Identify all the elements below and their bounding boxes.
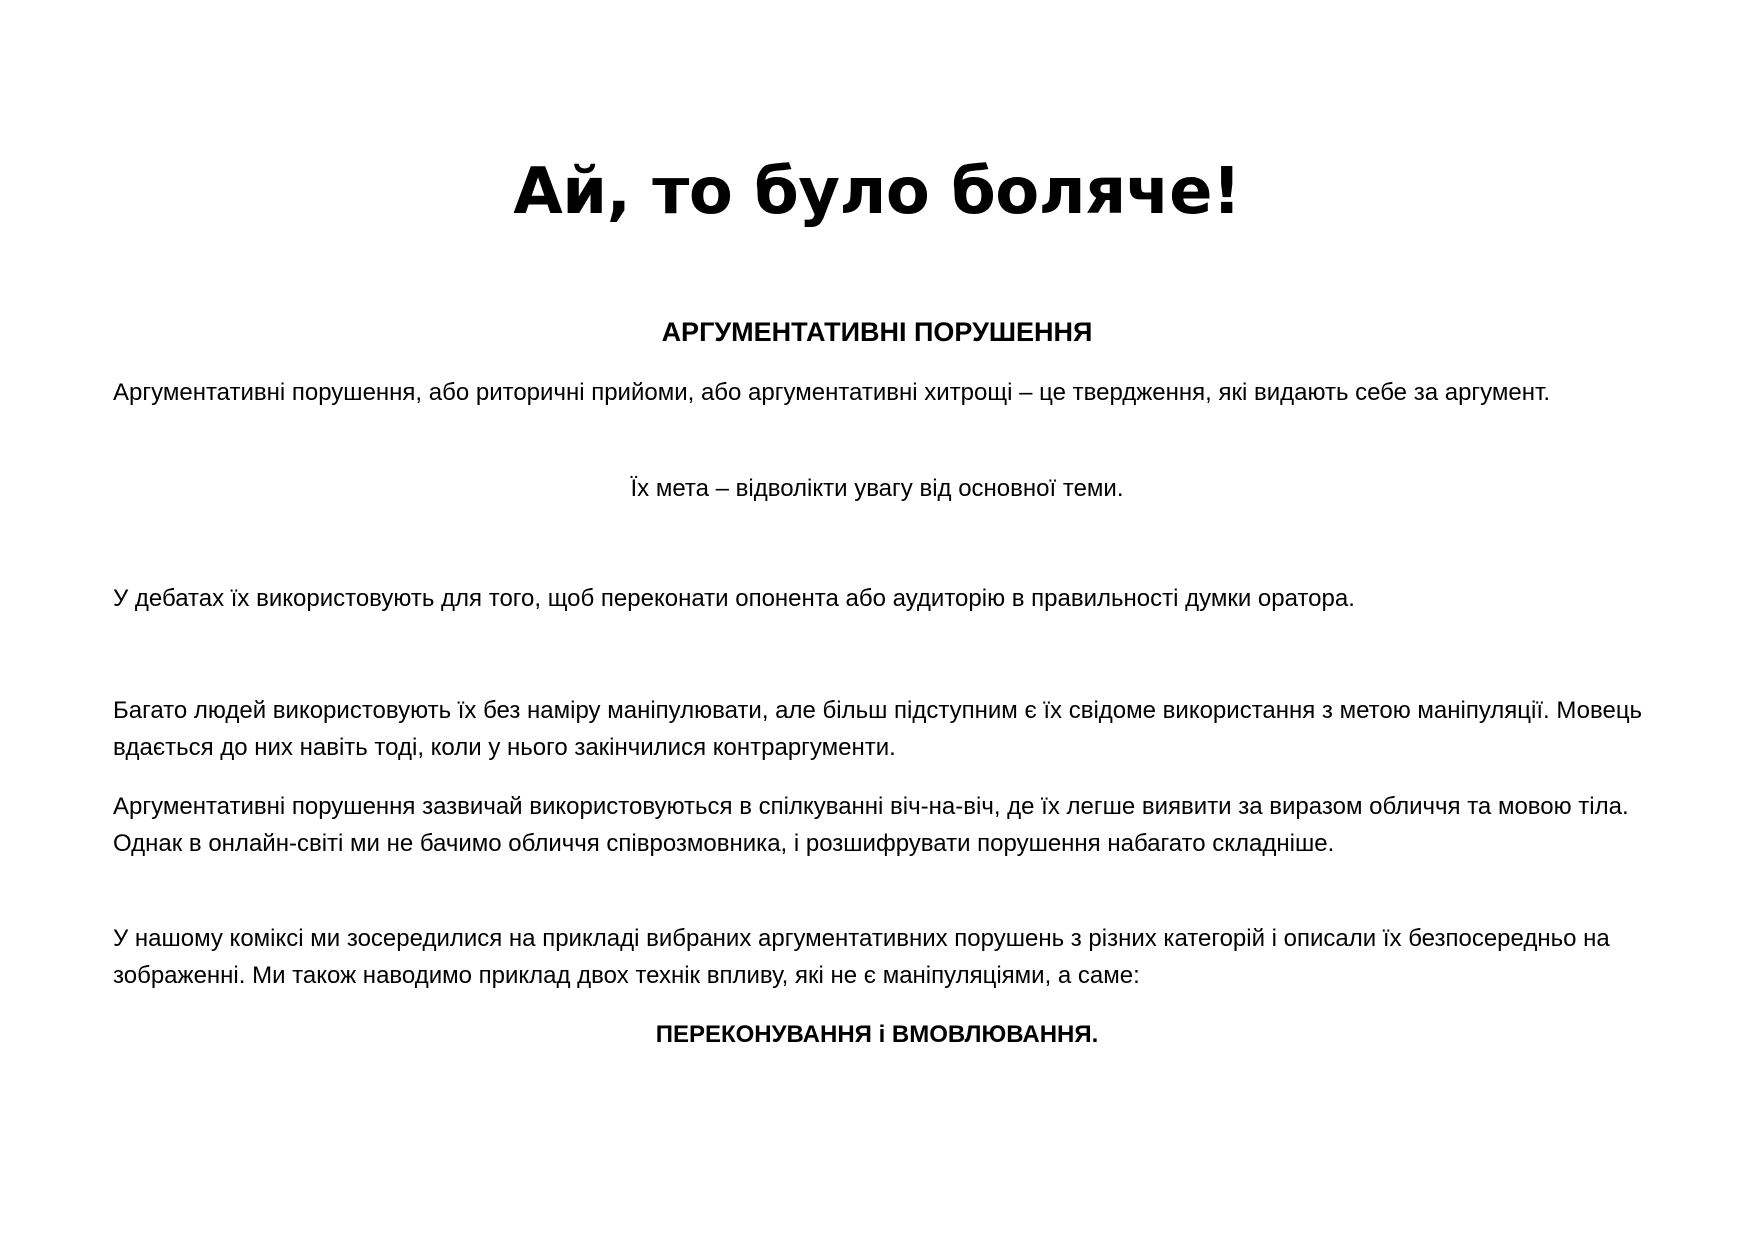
- document-title: Ай, то було боляче!: [513, 155, 1241, 229]
- paragraph-purpose: Їх мета – відволікти увагу від основної теми.: [630, 475, 1124, 502]
- closing-statement: ПЕРЕКОНУВАННЯ і ВМОВЛЮВАННЯ.: [655, 1021, 1099, 1048]
- paragraph-face-to-face: Аргументативні порушення зазвичай використовуються в спілкуванні віч-на-віч, де їх легше виявити за виразом обличчя та мовою тіла. Однак в онлайн-світі ми не бачимо обличчя співрозмовника, і розшифрувати порушення набагато складніше.: [113, 793, 1629, 857]
- paragraph-definition: Аргументативні порушення, або риторичні прийоми, або аргументативні хитрощі – це твердження, які видають себе за аргумент.: [113, 379, 1550, 406]
- paragraph-debates: У дебатах їх використовують для того, щоб переконати опонента або аудиторію в правильності думки оратора.: [113, 585, 1355, 612]
- paragraph-comic: У нашому коміксі ми зосередилися на прикладі вибраних аргументативних порушень з різних категорій і описали їх безпосередньо на зображенні. Ми також наводимо приклад двох технік впливу, які не є маніпуляціями, а саме:: [113, 925, 1610, 989]
- section-heading: АРГУМЕНТАТИВНІ ПОРУШЕННЯ: [661, 317, 1093, 347]
- paragraph-manipulation: Багато людей використовують їх без наміру маніпулювати, але більш підступним є їх свідоме використання з метою маніпуляції. Мовець вдається до них навіть тоді, коли у нього закінчилися контраргументи.: [113, 697, 1643, 761]
